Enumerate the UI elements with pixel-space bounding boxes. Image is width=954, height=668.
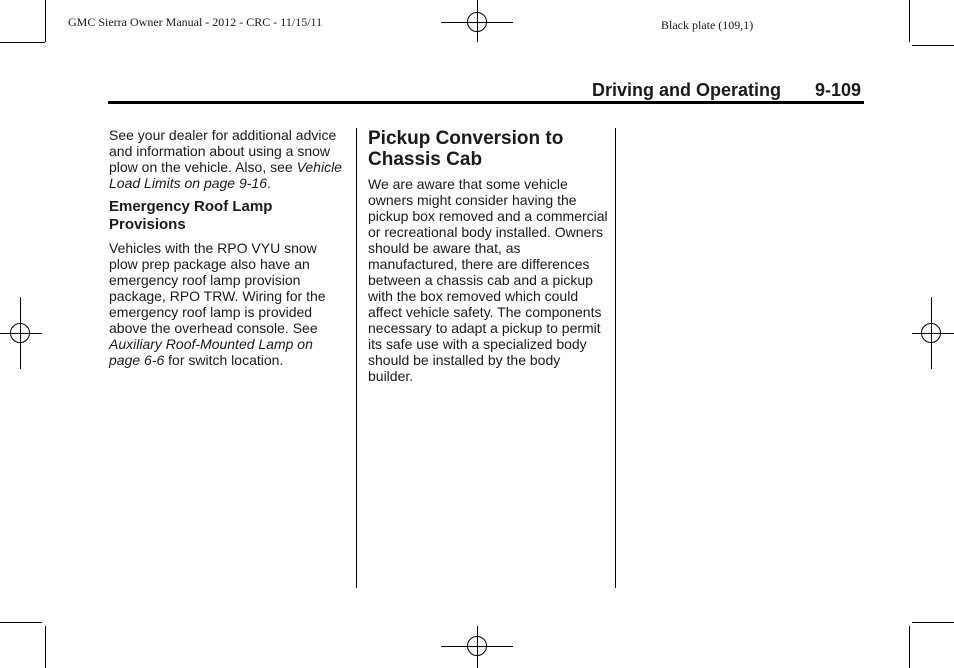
registration-circle-icon: [921, 323, 941, 343]
crop-mark: [909, 0, 910, 42]
crop-mark: [912, 622, 954, 623]
page-number: 9-109: [815, 80, 862, 100]
cross-reference-link[interactable]: Auxiliary Roof-Mounted Lamp on page 6-6: [109, 336, 313, 368]
registration-circle-icon: [467, 12, 487, 32]
column-left: [109, 127, 345, 368]
crop-mark: [45, 0, 46, 42]
slug-left: GMC Sierra Owner Manual - 2012 - CRC - 11/15/11: [68, 15, 323, 29]
crop-mark: [0, 622, 42, 623]
paragraph-text: See your dealer for additional advice and information about using a snow plow on the vehicle. Also, see: [109, 127, 337, 175]
header-rule: [108, 101, 864, 104]
crop-mark: [45, 626, 46, 668]
section-heading-pickup-conversion: Pickup Conversion to Chassis Cab: [368, 128, 564, 170]
crop-mark: [912, 45, 954, 46]
column-divider: [356, 128, 357, 588]
paragraph-text: Vehicles with the RPO VYU snow plow prep package also have an emergency roof lamp provision package, RPO TRW. Wiring for the emergency roof lamp is provided above the overhead console. See: [109, 240, 326, 336]
crop-mark: [909, 626, 910, 668]
paragraph-roof-lamp: [109, 240, 345, 368]
paragraph-snow-plow: [109, 127, 345, 191]
paragraph-text: .: [267, 175, 271, 191]
registration-circle-icon: [467, 636, 487, 656]
cross-reference-link[interactable]: Vehicle Load Limits on page 9-16: [109, 159, 342, 191]
slug-right: Black plate (109,1): [661, 18, 754, 32]
paragraph-pickup-conversion: We are aware that some vehicle owners might consider having the pickup box removed and a commercial or recreational body installed. Owners should be aware that, as manufactured, there are differences between a chassis cab and a pickup with the box removed which could affect vehicle safety. The components necessary to adapt a pickup to permit its safe use with a specialized body should be installed by the body builder.: [368, 176, 608, 384]
section-title: Driving and Operating: [592, 80, 782, 100]
column-middle: [368, 128, 608, 384]
crop-mark: [0, 42, 45, 43]
registration-circle-icon: [10, 323, 30, 343]
paragraph-text: for switch location.: [164, 352, 284, 368]
column-divider: [615, 128, 616, 588]
subheading-emergency-roof-lamp: Emergency Roof Lamp Provisions: [109, 198, 273, 233]
